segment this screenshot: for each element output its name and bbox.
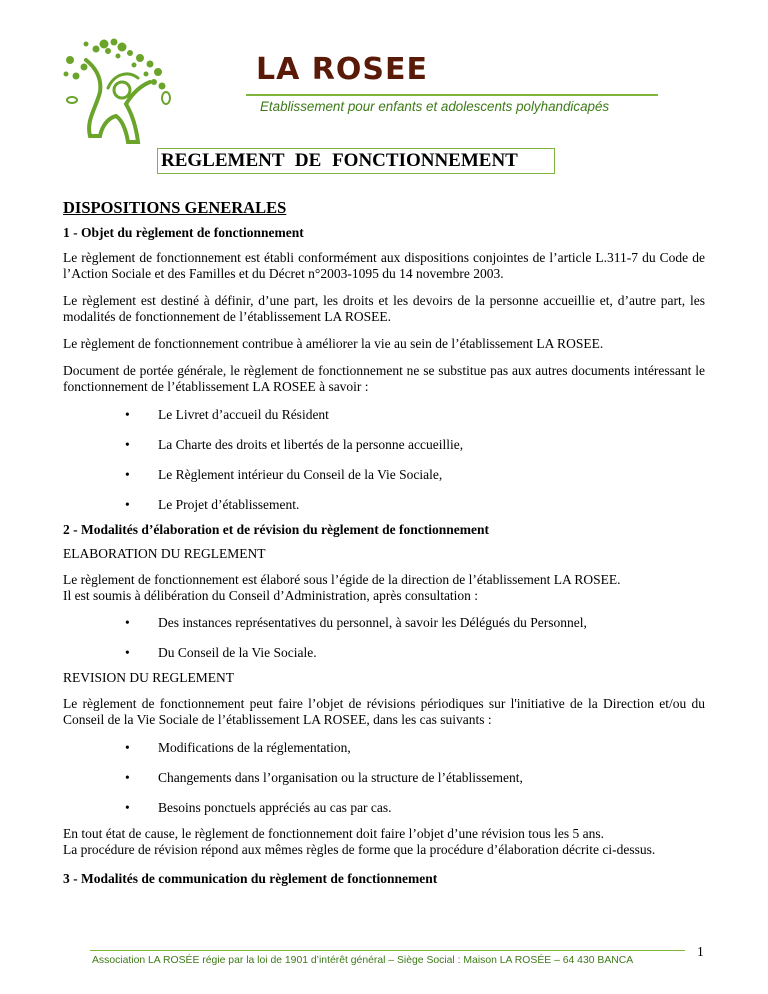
list-item: • Des instances représentatives du personnel, à savoir les Délégués du Personnel, (125, 615, 587, 630)
paragraph: Document de portée générale, le règlement de fonctionnement ne se substitue pas aux autres documents intéressant le fonctionnement de l’établissement LA ROSEE à savoir : (63, 363, 705, 394)
bullet-list (63, 740, 705, 816)
list-item: • Besoins ponctuels appréciés au cas par cas. (125, 800, 392, 815)
list-item: • Le Règlement intérieur du Conseil de la Vie Sociale, (125, 467, 443, 482)
bullet-icon: • (125, 770, 130, 785)
page-number: 1 (697, 944, 704, 959)
paragraph: La procédure de révision répond aux mêmes règles de forme que la procédure d’élaboration décrite ci-dessus. (63, 842, 656, 857)
paragraph: En tout état de cause, le règlement de fonctionnement doit faire l’objet d’une révision tous les 5 ans. (63, 826, 604, 841)
footer-divider (90, 950, 685, 951)
document-title: REGLEMENT DE FONCTIONNEMENT (157, 148, 555, 174)
bullet-icon: • (125, 645, 130, 660)
heading-2: 2 - Modalités d’élaboration et de révision du règlement de fonctionnement (63, 522, 489, 537)
header-divider (246, 94, 658, 96)
bullet-icon: • (125, 467, 130, 482)
list-item: • Du Conseil de la Vie Sociale. (125, 645, 317, 660)
bullet-list (63, 407, 705, 513)
org-tagline: Etablissement pour enfants et adolescents polyhandicapés (260, 99, 610, 114)
org-name: LA ROSEE (256, 52, 428, 87)
list-item: • Modifications de la réglementation, (125, 740, 351, 755)
paragraph: Le règlement de fonctionnement contribue à améliorer la vie au sein de l’établissement LA ROSEE. (63, 336, 604, 351)
paragraph: Le règlement est destiné à définir, d’une part, les droits et les devoirs de la personne accueillie et, d’autre part, les modalités de fonctionnement de l’établissement LA ROSEE. (63, 293, 705, 324)
list-item: • Le Livret d’accueil du Résident (125, 407, 329, 422)
paragraph: Le règlement de fonctionnement est établi conformément aux dispositions conjointes de l’article L.311-7 du Code de l’Action Sociale et des Familles et du Décret n°2003-1095 du 14 novembre 2003. (63, 250, 705, 281)
heading-3: 3 - Modalités de communication du règlement de fonctionnement (63, 871, 438, 886)
list-item: • La Charte des droits et libertés de la personne accueillie, (125, 437, 464, 452)
bullet-icon: • (125, 437, 130, 452)
section-title: DISPOSITIONS GENERALES (63, 198, 287, 217)
bullet-icon: • (125, 407, 130, 422)
paragraph: Il est soumis à délibération du Conseil d’Administration, après consultation : (63, 588, 479, 603)
bullet-icon: • (125, 615, 130, 630)
document-body (63, 199, 705, 887)
bullet-icon: • (125, 497, 130, 512)
la-rosee-logo (56, 38, 174, 150)
bullet-list (63, 615, 705, 661)
footer-text: Association LA ROSÉE régie par la loi de 1901 d’intérêt général – Siège Social : Maison LA ROSÉE – 64 430 BANCA (92, 955, 634, 966)
subheading: ELABORATION DU REGLEMENT (63, 546, 266, 561)
subheading: REVISION DU REGLEMENT (63, 670, 234, 685)
paragraph: Le règlement de fonctionnement peut faire l’objet de révisions périodiques sur l'initiative de la Direction et/ou du Conseil de la Vie Sociale de l’établissement LA ROSEE, dans les cas suivants : (63, 696, 705, 727)
list-item: • Changements dans l’organisation ou la structure de l’établissement, (125, 770, 523, 785)
bullet-icon: • (125, 800, 130, 815)
paragraph: Le règlement de fonctionnement est élaboré sous l’égide de la direction de l’établissement LA ROSEE. (63, 572, 621, 587)
heading-1: 1 - Objet du règlement de fonctionnement (63, 225, 304, 240)
list-item: • Le Projet d’établissement. (125, 497, 300, 512)
bullet-icon: • (125, 740, 130, 755)
